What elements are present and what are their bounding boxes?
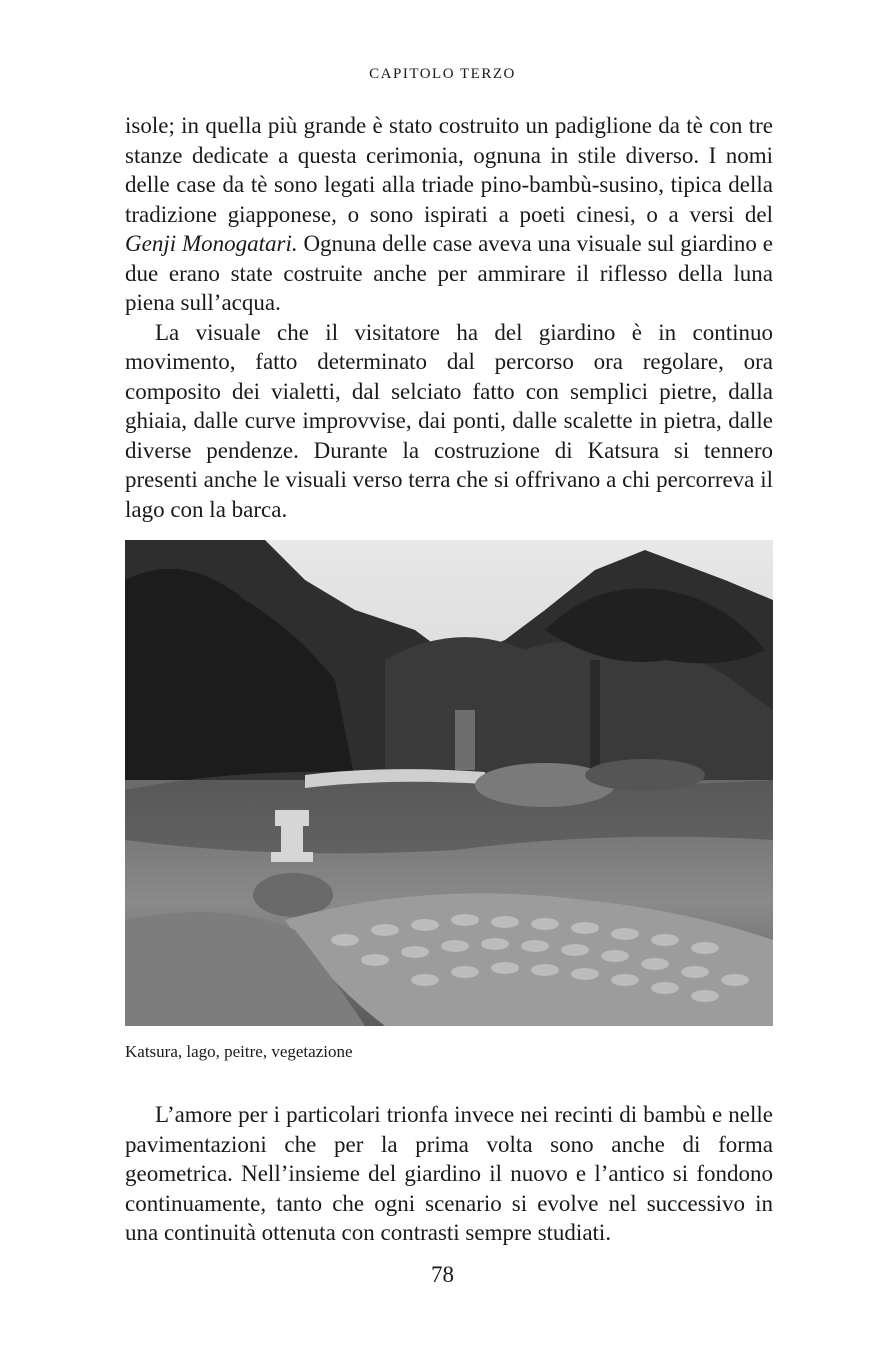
body-text-top	[125, 111, 773, 524]
book-title-italic: Genji Monogatari.	[125, 231, 298, 256]
paragraph-3: L’amore per i particolari trionfa invece nei recinti di bambù e nelle pavimentazioni che per la prima volta sono anche di forma geometrica. Nell’insieme del giardino il nuovo e l’antico si fondono continuamente, tanto che ogni scenario si evolve nel successivo in una continuità ottenuta con contrasti sempre studiati.	[125, 1102, 773, 1245]
body-text-bottom	[125, 1100, 773, 1248]
paragraph-1	[125, 111, 773, 318]
page-number: 78	[431, 1262, 454, 1287]
running-header: CAPITOLO TERZO	[369, 66, 516, 82]
paragraph-2: La visuale che il visitatore ha del giardino è in continuo movimento, fatto determinato dal percorso ora regolare, ora composito dei vialetti, dal selciato fatto con semplici pietre, dalla ghiaia, dalle curve improvvise, dai ponti, dalle scalette in pietra, dalle diverse pendenze. Durante la costruzione di Katsura si tennero presenti anche le visuali verso terra che si offrivano a chi percorreva il lago con la barca.	[125, 319, 773, 522]
paragraph-1-text-b: Ognuna delle case aveva una visuale sul giardino e due erano state costruite anche per ammirare il riflesso della luna piena sull’acqua.	[125, 231, 773, 315]
garden-photo	[125, 540, 773, 1026]
photo-caption: Katsura, lago, peitre, vegetazione	[125, 1042, 353, 1061]
katsura-garden-image	[125, 540, 773, 1026]
paragraph-1-text-a: isole; in quella più grande è stato costruito un padiglione da tè con tre stanze dedicate a questa cerimonia, ognuna in stile diverso. I nomi delle case da tè sono legati alla triade pino-bambù-susino, tipica della tradizione giapponese, o sono ispirati a poeti cinesi, o a versi del	[125, 113, 773, 227]
